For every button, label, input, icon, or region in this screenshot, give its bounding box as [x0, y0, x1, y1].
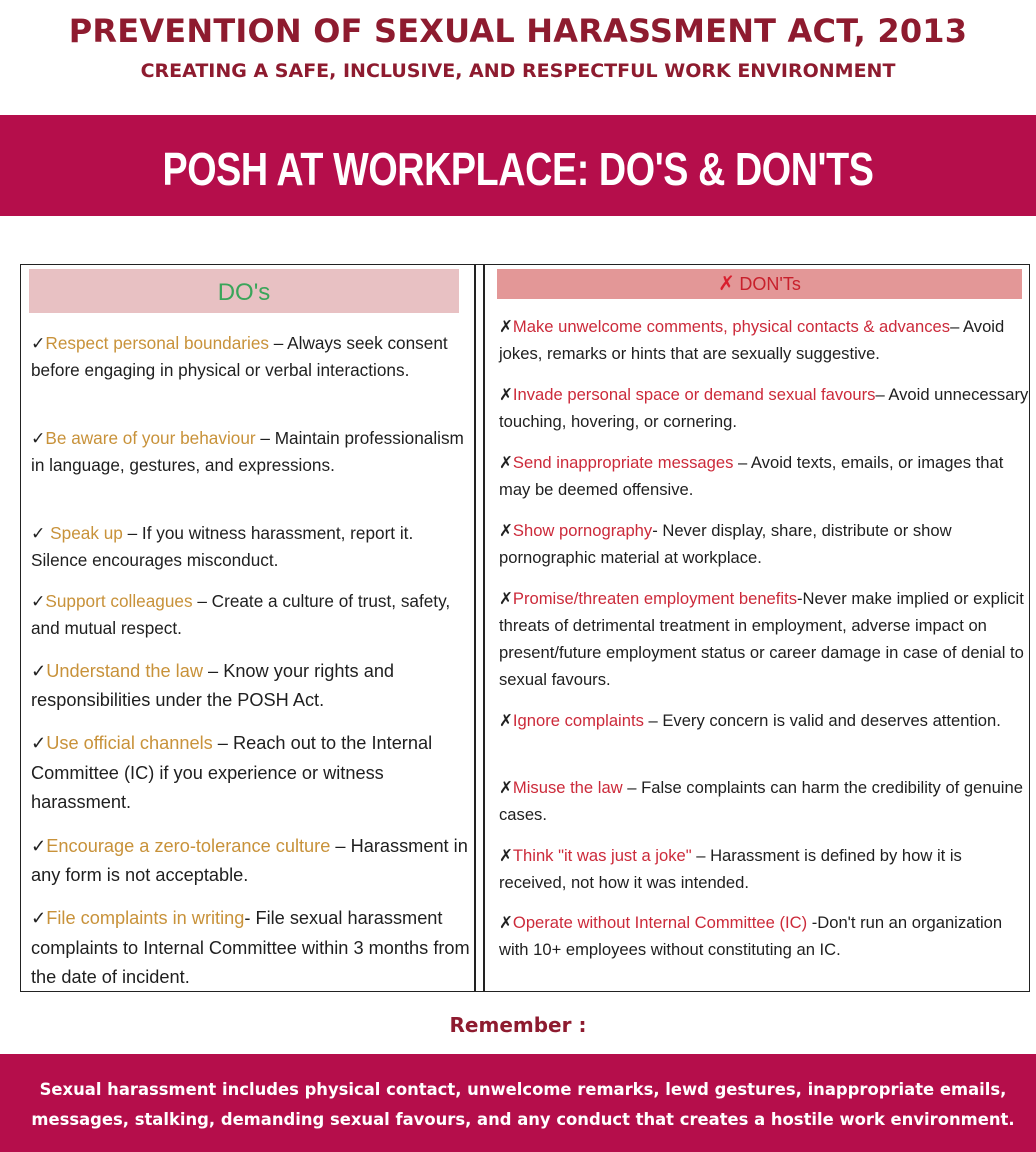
check-icon: ✓ — [31, 523, 46, 543]
item-title: Respect personal boundaries — [45, 333, 269, 353]
item-text: – Reach out to the Internal Committee (IC) if you experience or witness harassment. — [31, 733, 433, 812]
item-title: Promise/threaten employment benefits — [512, 589, 797, 608]
list-item — [499, 313, 1029, 367]
item-title: Encourage a zero-tolerance culture — [46, 836, 331, 856]
item-text: – Avoid texts, emails, or images that may be deemed offensive. — [499, 453, 1004, 499]
dos-heading-label: DO's — [217, 279, 271, 306]
item-text: – Harassment in any form is not acceptable. — [31, 836, 468, 885]
column-divider — [483, 265, 485, 991]
list-item — [499, 707, 1029, 734]
item-text: - File sexual harassment complaints to Internal Committee within 3 months from the date of incident. — [31, 908, 470, 987]
list-item — [31, 588, 471, 642]
item-text: – Every concern is valid and deserves attention. — [643, 711, 1001, 730]
item-title: Ignore complaints — [512, 711, 644, 730]
item-title: Think "it was just a joke" — [512, 846, 692, 865]
list-item — [31, 832, 471, 890]
list-item — [31, 657, 471, 715]
item-text: -Don't run an organization with 10+ employees without constituting an IC. — [499, 913, 1003, 959]
list-item — [31, 425, 471, 479]
item-title: Be aware of your behaviour — [45, 428, 256, 448]
item-title: Send inappropriate messages — [512, 453, 734, 472]
donts-heading — [497, 269, 1022, 299]
item-title: File complaints in writing — [46, 908, 245, 928]
item-title: Speak up — [45, 523, 128, 543]
check-icon: ✓ — [31, 908, 47, 928]
cross-icon: ✗ — [499, 317, 513, 336]
item-text: -Never make implied or explicit threats of detrimental treatment in employment, adverse impact on present/future employment status or career damage in case of denial to sexual favours. — [499, 589, 1024, 689]
item-text: – Harassment is defined by how it is received, not how it was intended. — [499, 846, 962, 892]
list-item — [499, 774, 1029, 828]
list-item — [31, 520, 471, 574]
cross-icon: ✗ — [499, 589, 513, 608]
donts-heading-label: DON'Ts — [739, 274, 801, 294]
item-text: - Never display, share, distribute or show pornographic material at workplace. — [499, 521, 952, 567]
item-title: Support colleagues — [45, 591, 198, 611]
dos-heading — [29, 269, 459, 313]
item-text: – Know your rights and responsibilities under the POSH Act. — [31, 661, 395, 710]
footer-text: Sexual harassment includes physical contact, unwelcome remarks, lewd gestures, inappropriate emails, messages, stalking, demanding sexual favours, and any conduct that creates a hostile work environment. — [31, 1080, 1015, 1129]
cross-icon: ✗ — [499, 385, 513, 404]
item-text: – Maintain professionalism in language, gestures, and expressions. — [31, 428, 464, 475]
check-icon: ✓ — [31, 661, 47, 681]
check-icon: ✓ — [31, 733, 47, 753]
check-icon: ✓ — [31, 428, 46, 448]
list-item — [499, 381, 1029, 435]
list-item — [499, 517, 1029, 571]
list-item — [499, 842, 1029, 896]
footer-banner — [0, 1054, 1036, 1152]
cross-icon: ✗ — [499, 521, 513, 540]
sub-title: CREATING A SAFE, INCLUSIVE, AND RESPECTFUL WORK ENVIRONMENT — [140, 60, 896, 82]
item-text: – Create a culture of trust, safety, and mutual respect. — [31, 591, 451, 638]
check-icon: ✓ — [31, 591, 46, 611]
list-item — [499, 585, 1029, 693]
cross-icon: ✗ — [499, 711, 513, 730]
banner-title: POSH AT WORKPLACE: DO'S & DON'TS — [162, 143, 874, 195]
cross-icon: ✗ — [499, 778, 513, 797]
column-divider — [474, 265, 476, 991]
cross-icon: ✗ — [499, 453, 513, 472]
dos-donts-table — [20, 264, 1030, 992]
remember-label: Remember : — [449, 1013, 587, 1037]
item-title: Operate without Internal Committee (IC) — [512, 913, 808, 932]
item-title: Misuse the law — [512, 778, 623, 797]
item-title: Invade personal space or demand sexual favours — [512, 385, 876, 404]
list-item — [499, 909, 1029, 963]
item-title: Use official channels — [46, 733, 213, 753]
cross-icon: ✗ — [499, 913, 513, 932]
item-text: – Avoid jokes, remarks or hints that are sexually suggestive. — [499, 317, 1005, 363]
list-item — [499, 449, 1029, 503]
item-title: Make unwelcome comments, physical contacts & advances — [512, 317, 951, 336]
banner — [0, 115, 1036, 216]
check-icon: ✓ — [31, 836, 47, 856]
check-icon: ✓ — [31, 333, 46, 353]
item-text: – False complaints can harm the credibility of genuine cases. — [499, 778, 1023, 824]
main-title: PREVENTION OF SEXUAL HARASSMENT ACT, 2013 — [68, 12, 968, 50]
list-item — [31, 904, 471, 993]
cross-icon: ✗ — [718, 273, 735, 295]
item-text: – Always seek consent before engaging in physical or verbal interactions. — [31, 333, 448, 380]
item-title: Show pornography — [512, 521, 653, 540]
list-item — [31, 330, 471, 384]
item-text: – Avoid unnecessary touching, hovering, or cornering. — [499, 385, 1029, 431]
header — [0, 0, 1036, 114]
item-text: – If you witness harassment, report it. Silence encourages misconduct. — [31, 523, 414, 570]
list-item — [31, 729, 471, 818]
item-title: Understand the law — [46, 661, 203, 681]
cross-icon: ✗ — [499, 846, 513, 865]
